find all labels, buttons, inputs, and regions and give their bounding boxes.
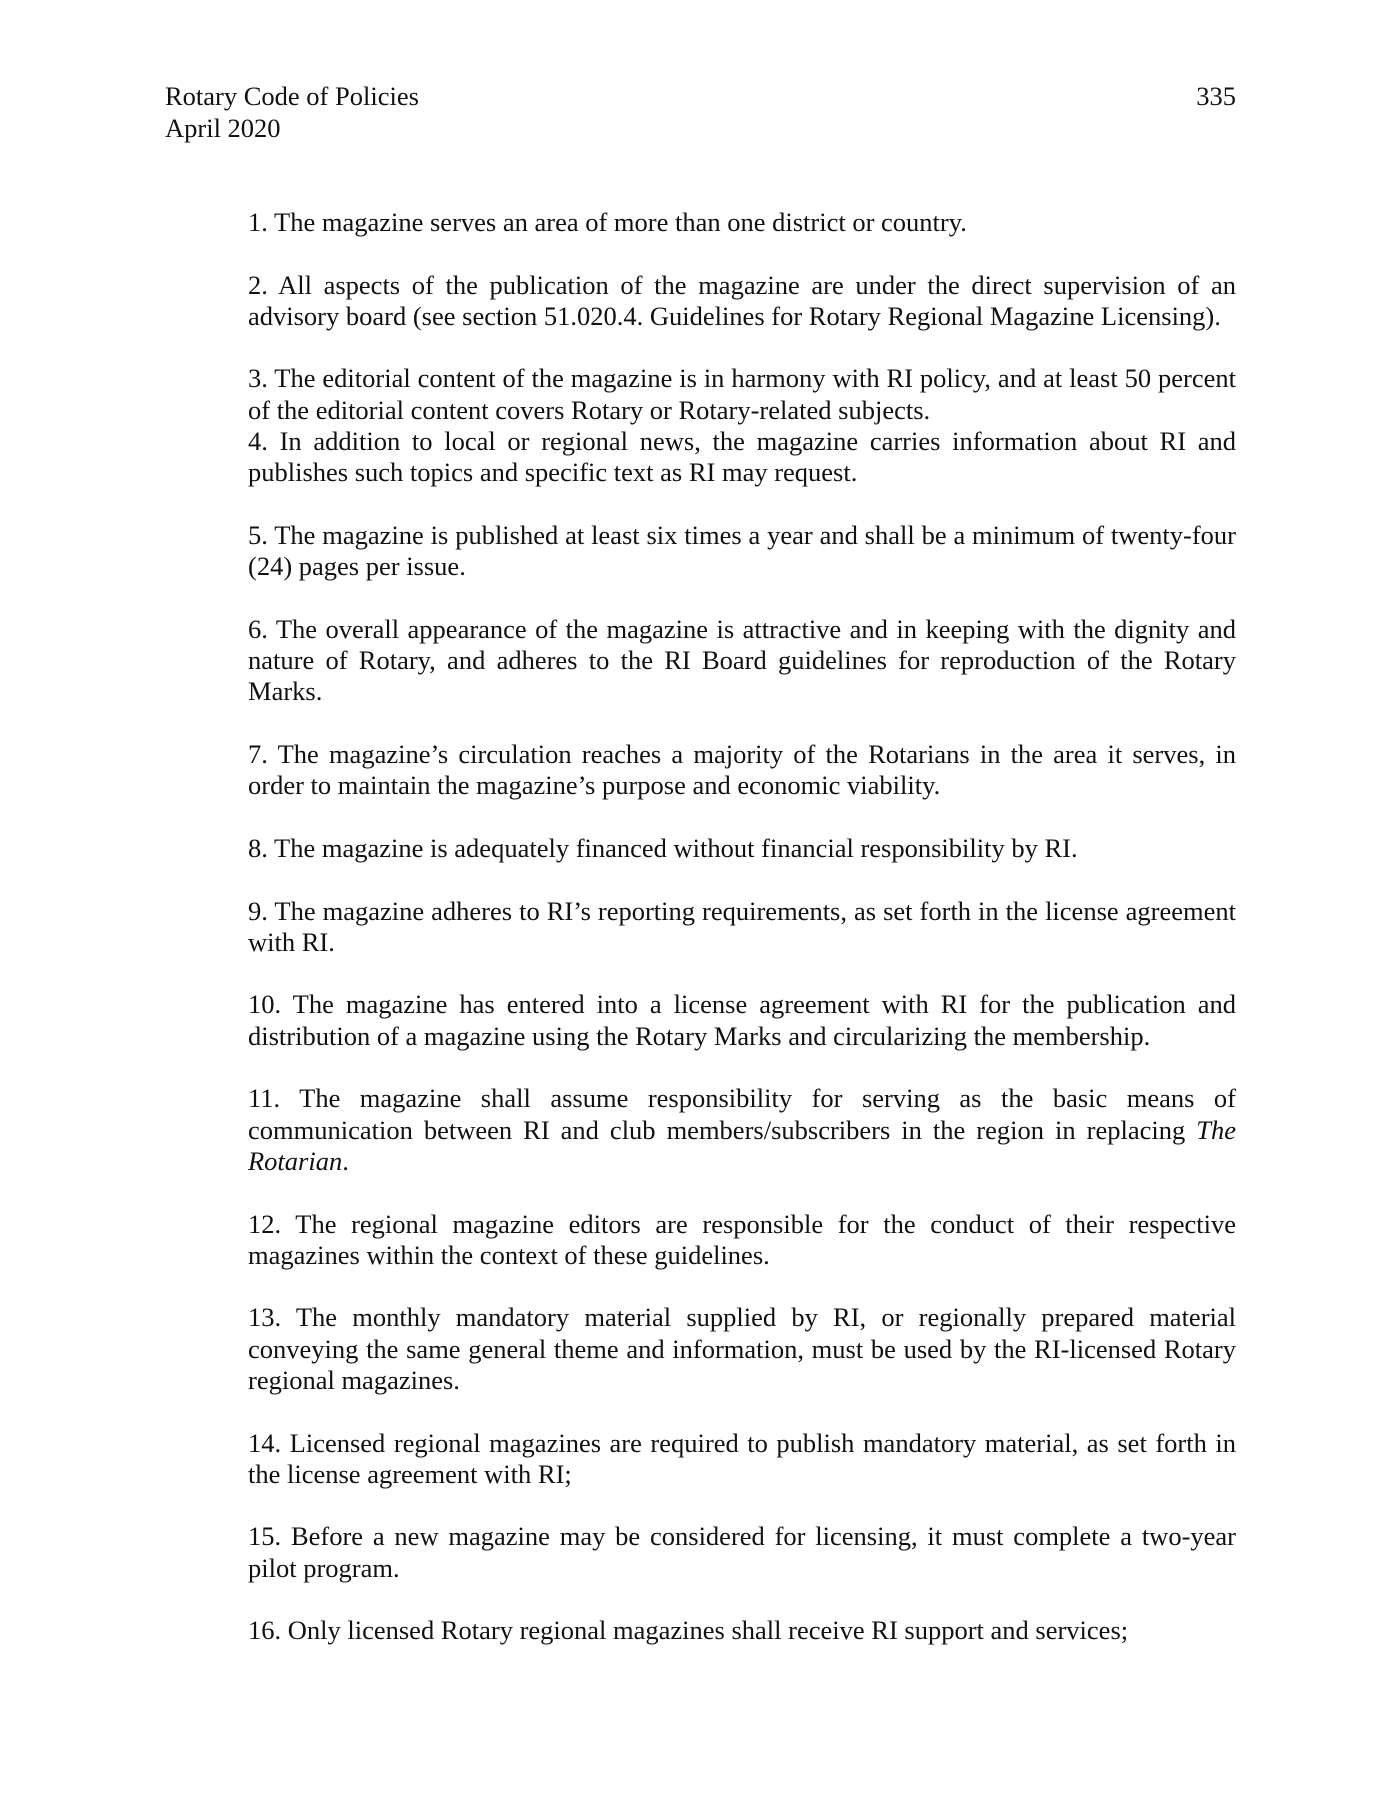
publication-title: The Rotarian <box>248 1114 1236 1176</box>
list-item: 13. The monthly mandatory material supplied by RI, or regionally prepared material conveying the same general theme and information, must be used by the RI-licensed Rotary regional magazines. <box>248 1302 1236 1395</box>
document-title: Rotary Code of Policies <box>165 81 419 111</box>
list-item: 14. Licensed regional magazines are required to publish mandatory material, as set forth in the license agreement with RI; <box>248 1427 1236 1489</box>
list-item: 2. All aspects of the publication of the magazine are under the direct supervision of an advisory board (see section 51.020.4. Guidelines for Rotary Regional Magazine Licensing). <box>248 269 1236 331</box>
document-date: April 2020 <box>165 113 281 143</box>
list-item: 9. The magazine adheres to RI’s reporting requirements, as set forth in the license agreement with RI. <box>248 895 1236 957</box>
item-text: 11. The magazine shall assume responsibility for serving as the basic means of communication between RI and club members/subscribers in the region in replacing <box>248 1083 1236 1145</box>
list-item: 16. Only licensed Rotary regional magazines shall receive RI support and services; <box>248 1615 1129 1646</box>
list-item: 5. The magazine is published at least six times a year and shall be a minimum of twenty-four (24) pages per issue. <box>248 519 1236 582</box>
item-end: . <box>342 1145 349 1176</box>
list-item: 1. The magazine serves an area of more than one district or country. <box>248 207 967 237</box>
list-item: 4. In addition to local or regional news, the magazine carries information about RI and publishes such topics and specific text as RI may request. <box>248 426 1236 488</box>
list-item: 3. The editorial content of the magazine is in harmony with RI policy, and at least 50 percent of the editorial content covers Rotary or Rotary-related subjects. <box>248 363 1236 425</box>
list-item: 10. The magazine has entered into a license agreement with RI for the publication and distribution of a magazine using the Rotary Marks and circularizing the membership. <box>248 989 1236 1051</box>
policy-list <box>248 207 1236 1678</box>
list-item <box>248 1083 1236 1177</box>
list-item: 6. The overall appearance of the magazine is attractive and in keeping with the dignity and nature of Rotary, and adheres to the RI Board guidelines for reproduction of the Rotary Marks. <box>248 613 1236 707</box>
list-item: 8. The magazine is adequately financed without financial responsibility by RI. <box>248 832 1078 863</box>
list-item: 7. The magazine’s circulation reaches a majority of the Rotarians in the area it serves, in order to maintain the magazine’s purpose and economic viability. <box>248 739 1236 801</box>
list-item: 12. The regional magazine editors are responsible for the conduct of their respective magazines within the context of these guidelines. <box>248 1208 1236 1270</box>
list-item: 15. Before a new magazine may be considered for licensing, it must complete a two-year pilot program. <box>248 1521 1236 1583</box>
page-number: 335 <box>1196 81 1236 111</box>
